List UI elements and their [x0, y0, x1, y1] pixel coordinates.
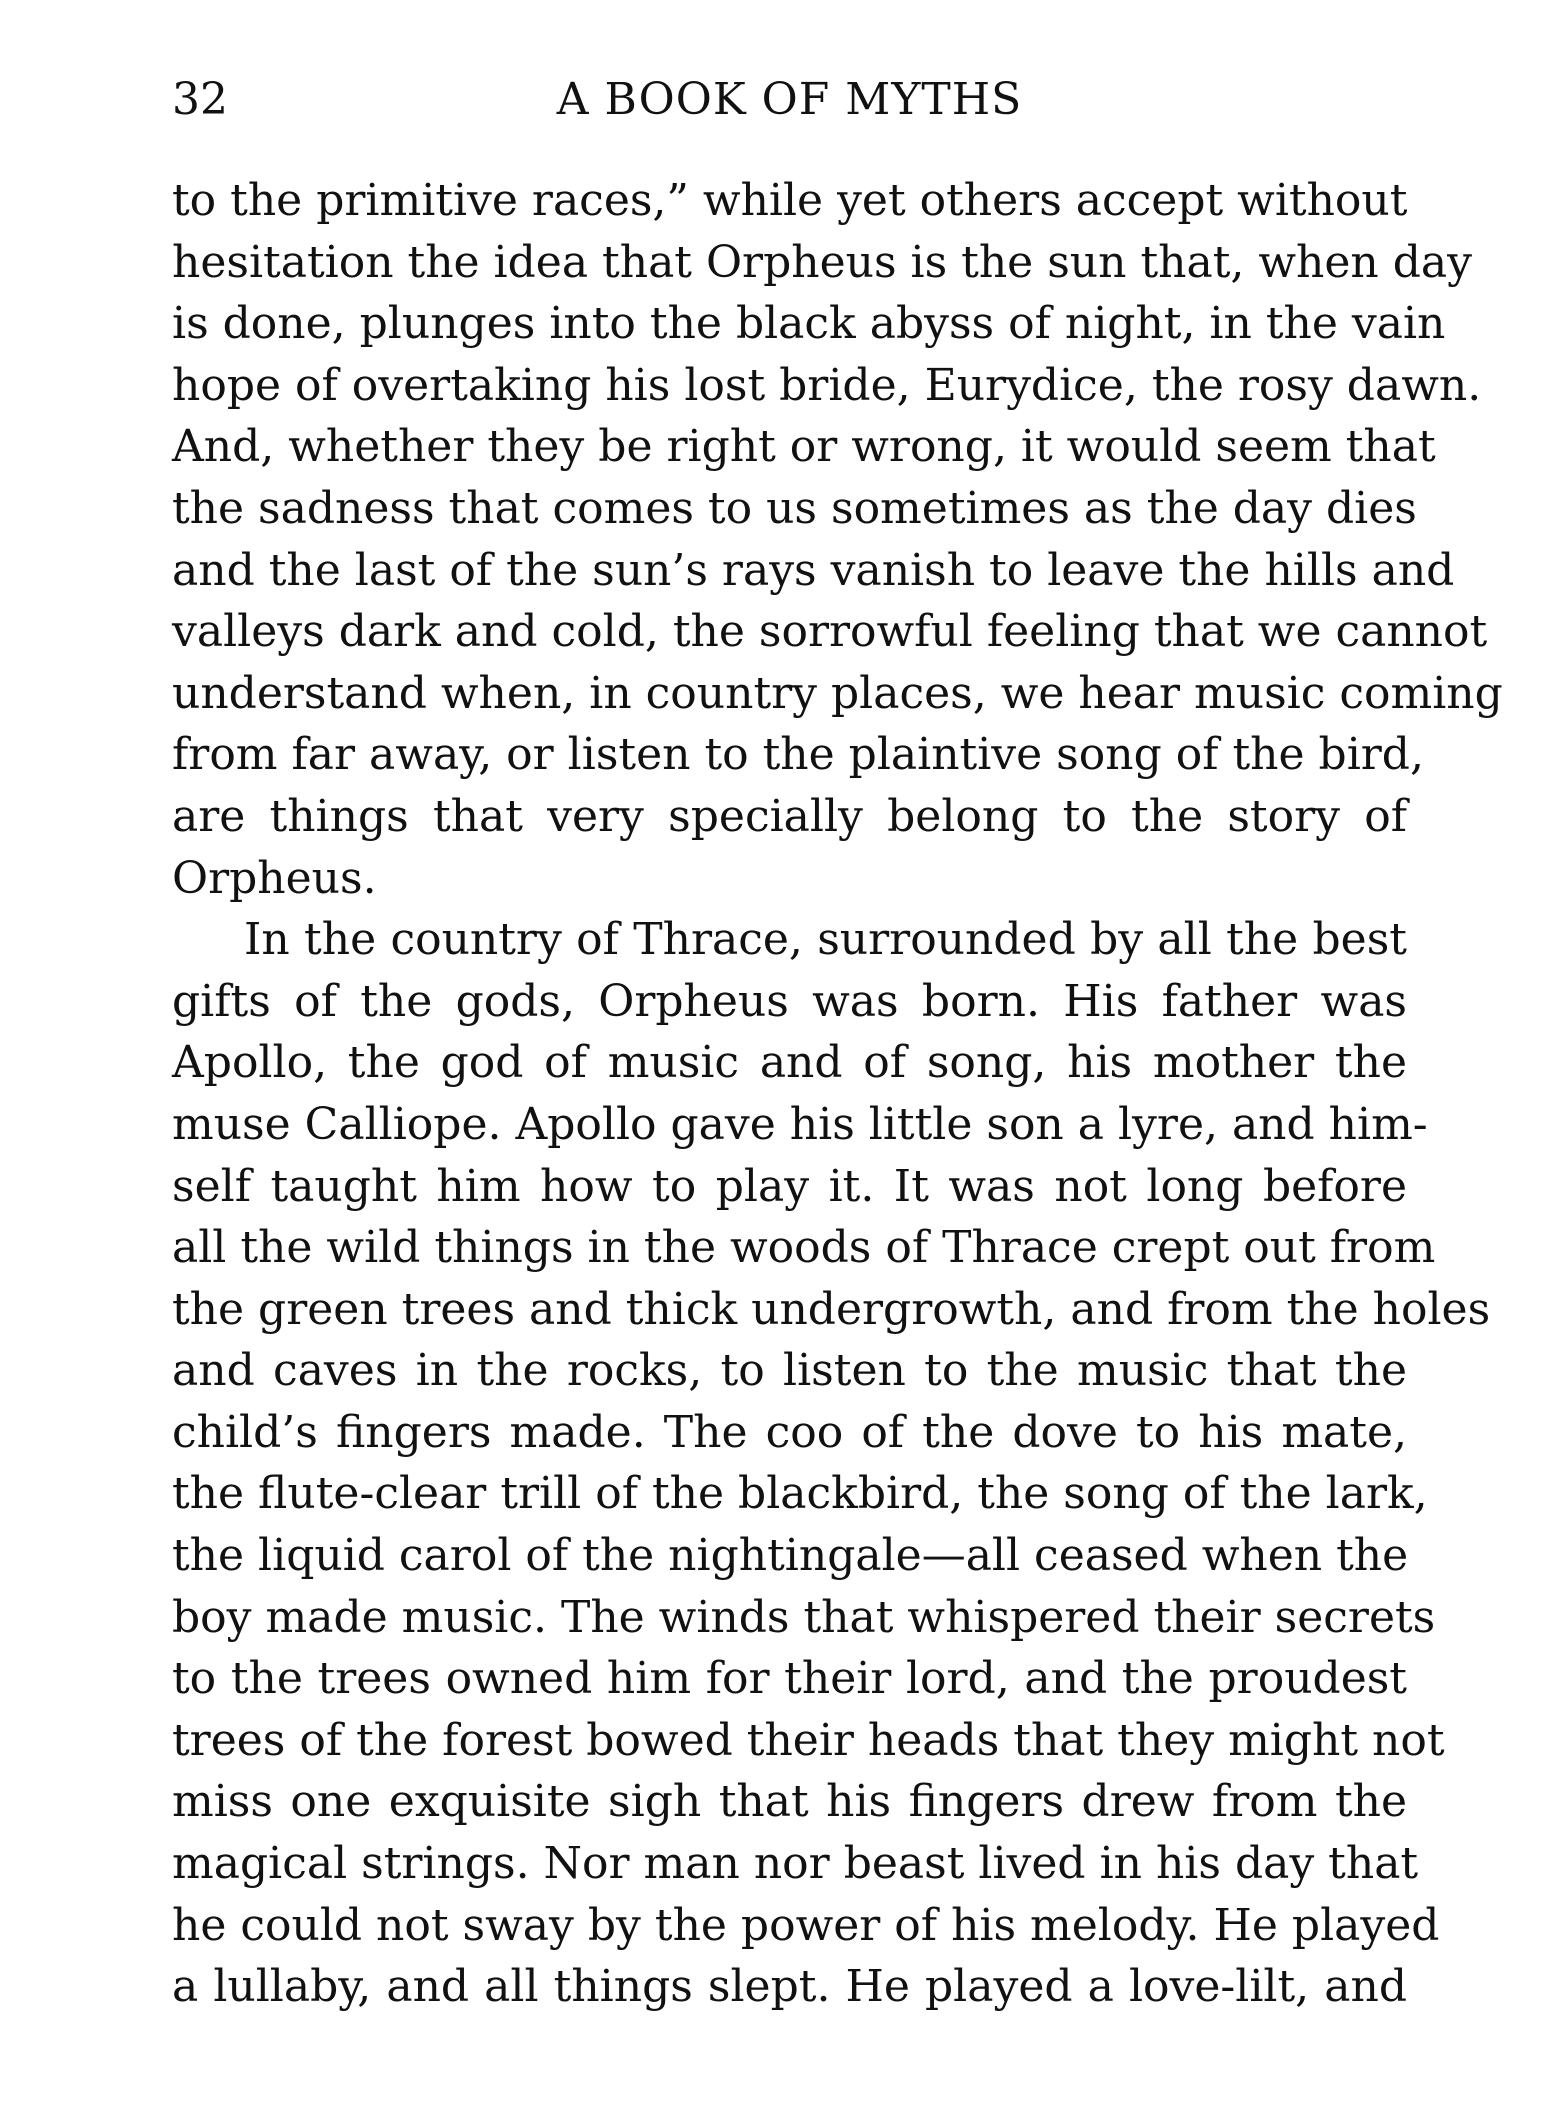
text-line: the green trees and thick undergrowth, and from the holes: [172, 1283, 1491, 1335]
text-line: self taught him how to play it. It was not long before: [172, 1160, 1407, 1212]
running-header: [172, 70, 1407, 130]
text-line: muse Calliope. Apollo gave his little son a lyre, and him-: [172, 1098, 1428, 1150]
text-line: all the wild things in the woods of Thrace crept out from: [172, 1222, 1436, 1274]
text-line: the flute-clear trill of the blackbird, the song of the lark,: [172, 1468, 1428, 1520]
text-line: And, whether they be right or wrong, it would seem that: [172, 421, 1436, 473]
text-line: In the country of Thrace, surrounded by all the best: [244, 914, 1407, 966]
text-line: miss one exquisite sigh that his fingers drew from the: [172, 1776, 1407, 1828]
body-text: [172, 170, 1503, 2018]
book-title: A BOOK OF MYTHS: [556, 74, 1023, 125]
text-line: valleys dark and cold, the sorrowful feeling that we cannot: [172, 606, 1488, 658]
text-line: he could not sway by the power of his melody. He played: [172, 1899, 1440, 1951]
text-line: a lullaby, and all things slept. He played a love-lilt, and: [172, 1961, 1407, 2013]
text-line: Orpheus.: [172, 852, 377, 904]
text-line: magical strings. Nor man nor beast lived in his day that: [172, 1838, 1419, 1890]
text-line: the sadness that comes to us sometimes as the day dies: [172, 482, 1417, 534]
text-line: and the last of the sun’s rays vanish to leave the hills and: [172, 544, 1455, 596]
page-number: 32: [172, 74, 228, 125]
text-line: Apollo, the god of music and of song, his mother the: [172, 1037, 1407, 1089]
text-line: the liquid carol of the nightingale—all ceased when the: [172, 1530, 1409, 1582]
text-line: and caves in the rocks, to listen to the music that the: [172, 1345, 1407, 1397]
text-line: to the primitive races,” while yet others accept without: [172, 175, 1408, 226]
text-line: from far away, or listen to the plaintive song of the bird,: [172, 729, 1424, 781]
text-line: hope of overtaking his lost bride, Eurydice, the rosy dawn.: [172, 359, 1482, 411]
text-line: is done, plunges into the black abyss of night, in the vain: [172, 298, 1446, 350]
text-line: understand when, in country places, we hear music coming: [172, 667, 1503, 719]
paragraph-1: [172, 170, 1503, 909]
paragraph-2: [172, 909, 1491, 2018]
text-line: gifts of the gods, Orpheus was born. His father was: [172, 975, 1407, 1027]
text-line: boy made music. The winds that whispered their secrets: [172, 1591, 1436, 1643]
text-line: are things that very specially belong to the story of: [172, 790, 1407, 842]
text-line: hesitation the idea that Orpheus is the sun that, when day: [172, 236, 1472, 288]
text-line: to the trees owned him for their lord, and the proudest: [172, 1653, 1407, 1705]
text-line: trees of the forest bowed their heads that they might not: [172, 1714, 1445, 1766]
text-line: child’s fingers made. The coo of the dove to his mate,: [172, 1406, 1407, 1458]
